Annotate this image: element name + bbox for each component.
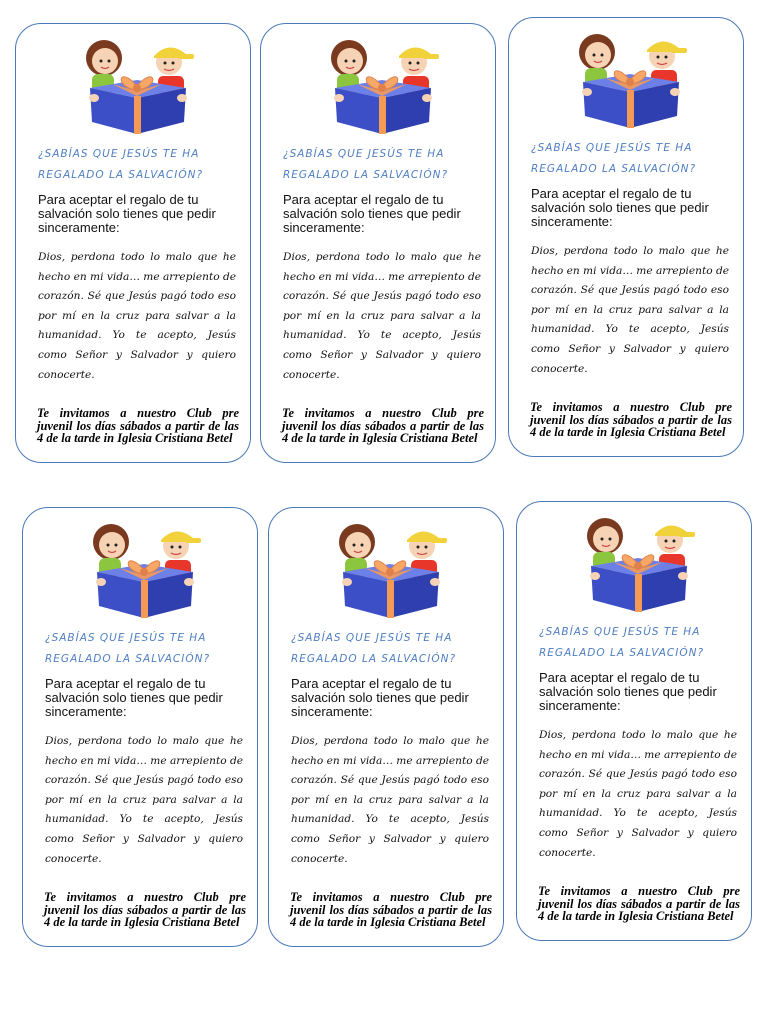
tract-card-4	[22, 507, 258, 947]
tract-intro: Para aceptar el regalo de tu salvación solo tienes que pedir sinceramente:	[539, 670, 717, 713]
tract-card-6	[516, 501, 752, 941]
tract-prayer: Dios, perdona todo lo malo que he hecho en mi vida… me arrepiento de corazón. Sé que Jesús pagó todo eso por mí en la cruz para salvar a la humanidad. Yo te acepto, Jesús como Señor y Salvador y quiero conocerte.	[283, 251, 481, 381]
tract-invitation: Te invitamos a nuestro Club pre juvenil los días sábados a partir de las 4 de la tarde in Iglesia Cristiana Betel	[530, 400, 732, 439]
tract-invitation: Te invitamos a nuestro Club pre juvenil los días sábados a partir de las 4 de la tarde in Iglesia Cristiana Betel	[290, 890, 492, 929]
tract-heading: ¿SABÍAS QUE JESÚS TE HA REGALADO LA SALVACIÓN?	[539, 626, 705, 659]
tract-intro: Para aceptar el regalo de tu salvación solo tienes que pedir sinceramente:	[38, 192, 216, 235]
children-gift-illustration	[575, 514, 701, 612]
tract-heading: ¿SABÍAS QUE JESÚS TE HA REGALADO LA SALVACIÓN?	[291, 632, 457, 665]
tract-invitation: Te invitamos a nuestro Club pre juvenil los días sábados a partir de las 4 de la tarde in Iglesia Cristiana Betel	[282, 406, 484, 445]
tract-card-1	[15, 23, 251, 463]
tract-intro: Para aceptar el regalo de tu salvación solo tienes que pedir sinceramente:	[531, 186, 709, 229]
children-gift-illustration	[327, 520, 453, 618]
tract-heading: ¿SABÍAS QUE JESÚS TE HA REGALADO LA SALVACIÓN?	[38, 148, 204, 181]
children-gift-illustration	[74, 36, 200, 134]
tract-card-2	[260, 23, 496, 463]
tract-prayer: Dios, perdona todo lo malo que he hecho en mi vida… me arrepiento de corazón. Sé que Jesús pagó todo eso por mí en la cruz para salvar a la humanidad. Yo te acepto, Jesús como Señor y Salvador y quiero conocerte.	[539, 729, 737, 859]
tract-prayer: Dios, perdona todo lo malo que he hecho en mi vida… me arrepiento de corazón. Sé que Jesús pagó todo eso por mí en la cruz para salvar a la humanidad. Yo te acepto, Jesús como Señor y Salvador y quiero conocerte.	[38, 251, 236, 381]
tract-heading: ¿SABÍAS QUE JESÚS TE HA REGALADO LA SALVACIÓN?	[45, 632, 211, 665]
tract-card-3	[508, 17, 744, 457]
children-gift-illustration	[319, 36, 445, 134]
tract-invitation: Te invitamos a nuestro Club pre juvenil los días sábados a partir de las 4 de la tarde in Iglesia Cristiana Betel	[538, 884, 740, 923]
children-gift-illustration	[81, 520, 207, 618]
tract-intro: Para aceptar el regalo de tu salvación solo tienes que pedir sinceramente:	[45, 676, 223, 719]
tract-invitation: Te invitamos a nuestro Club pre juvenil los días sábados a partir de las 4 de la tarde in Iglesia Cristiana Betel	[44, 890, 246, 929]
children-gift-illustration	[567, 30, 693, 128]
tract-prayer: Dios, perdona todo lo malo que he hecho en mi vida… me arrepiento de corazón. Sé que Jesús pagó todo eso por mí en la cruz para salvar a la humanidad. Yo te acepto, Jesús como Señor y Salvador y quiero conocerte.	[531, 245, 729, 375]
tract-card-5	[268, 507, 504, 947]
tract-prayer: Dios, perdona todo lo malo que he hecho en mi vida… me arrepiento de corazón. Sé que Jesús pagó todo eso por mí en la cruz para salvar a la humanidad. Yo te acepto, Jesús como Señor y Salvador y quiero conocerte.	[45, 735, 243, 865]
tract-intro: Para aceptar el regalo de tu salvación solo tienes que pedir sinceramente:	[291, 676, 469, 719]
tract-heading: ¿SABÍAS QUE JESÚS TE HA REGALADO LA SALVACIÓN?	[531, 142, 697, 175]
tract-intro: Para aceptar el regalo de tu salvación solo tienes que pedir sinceramente:	[283, 192, 461, 235]
tract-heading: ¿SABÍAS QUE JESÚS TE HA REGALADO LA SALVACIÓN?	[283, 148, 449, 181]
tract-prayer: Dios, perdona todo lo malo que he hecho en mi vida… me arrepiento de corazón. Sé que Jesús pagó todo eso por mí en la cruz para salvar a la humanidad. Yo te acepto, Jesús como Señor y Salvador y quiero conocerte.	[291, 735, 489, 865]
tract-invitation: Te invitamos a nuestro Club pre juvenil los días sábados a partir de las 4 de la tarde in Iglesia Cristiana Betel	[37, 406, 239, 445]
